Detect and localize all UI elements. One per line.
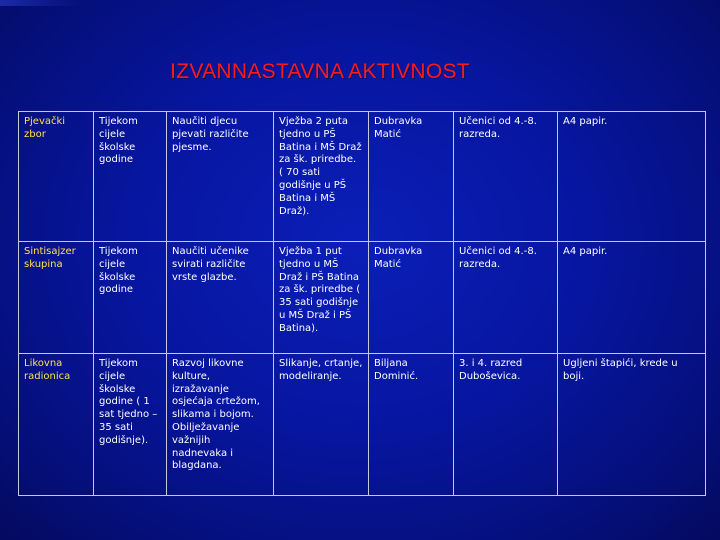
activity-cell: Likovna radionica xyxy=(19,354,94,496)
activity-cell: Sintisajzer skupina xyxy=(19,242,94,354)
implementation-cell: Vježba 2 puta tjedno u PŠ Batina i MŠ Draž za šk. priredbe. ( 70 sati godišnje u PŠ Batina i MŠ Draž). xyxy=(274,112,369,242)
time-cell: Tijekom cijele školske godine xyxy=(94,242,167,354)
lead-cell: Biljana Dominić. xyxy=(369,354,454,496)
participants-cell: 3. i 4. razred Duboševica. xyxy=(454,354,558,496)
time-cell: Tijekom cijele školske godine ( 1 sat tjedno – 35 sati godišnje). xyxy=(94,354,167,496)
goal-cell: Razvoj likovne kulture, izražavanje osjećaja crtežom, slikama i bojom. Obilježavanje važnijih nadnevaka i blagdana. xyxy=(167,354,274,496)
slide-corner-decoration xyxy=(0,0,80,6)
materials-cell: A4 papir. xyxy=(558,242,706,354)
lead-cell: Dubravka Matić xyxy=(369,242,454,354)
goal-cell: Naučiti djecu pjevati različite pjesme. xyxy=(167,112,274,242)
participants-cell: Učenici od 4.-8. razreda. xyxy=(454,242,558,354)
activities-table xyxy=(18,111,706,496)
slide-title: IZVANNASTAVNA AKTIVNOST xyxy=(170,60,470,83)
activity-cell: Pjevački zbor xyxy=(19,112,94,242)
activities-table-container xyxy=(18,111,705,496)
table-row xyxy=(19,242,706,354)
goal-cell: Naučiti učenike svirati različite vrste glazbe. xyxy=(167,242,274,354)
materials-cell: Ugljeni štapići, krede u boji. xyxy=(558,354,706,496)
materials-cell: A4 papir. xyxy=(558,112,706,242)
time-cell: Tijekom cijele školske godine xyxy=(94,112,167,242)
implementation-cell: Slikanje, crtanje, modeliranje. xyxy=(274,354,369,496)
table-row xyxy=(19,354,706,496)
participants-cell: Učenici od 4.-8. razreda. xyxy=(454,112,558,242)
lead-cell: Dubravka Matić xyxy=(369,112,454,242)
implementation-cell: Vježba 1 put tjedno u MŠ Draž i PŠ Batina za šk. priredbe ( 35 sati godišnje u MŠ Draž i PŠ Batina). xyxy=(274,242,369,354)
table-row xyxy=(19,112,706,242)
